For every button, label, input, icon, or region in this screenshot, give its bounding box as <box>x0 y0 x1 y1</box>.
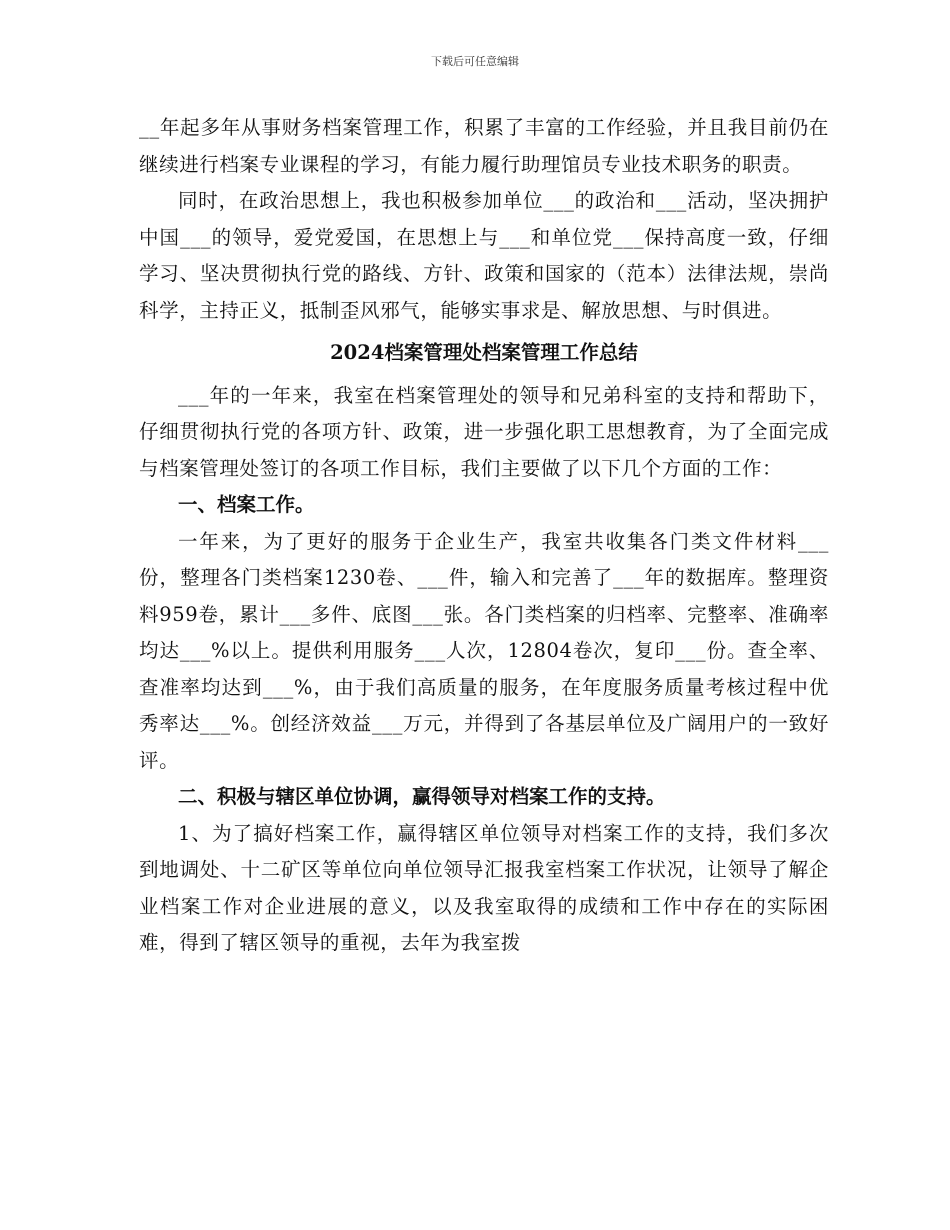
document-title: 2024档案管理处档案管理工作总结 <box>330 341 638 364</box>
section-heading-2: 二、积极与辖区单位协调，赢得领导对档案工作的支持。 <box>178 785 666 808</box>
document-body <box>139 110 829 962</box>
paragraph-1: __年起多年从事财务档案管理工作，积累了丰富的工作经验，并且我目前仍在继续进行档案专业课程的学习，有能力履行助理馆员专业技术职务的职责。 <box>139 116 829 176</box>
paragraph-4: 一年来，为了更好的服务于企业生产，我室共收集各门类文件材料___份，整理各门类档案1230卷、___件，输入和完善了___年的数据库。整理资料959卷，累计___多件、底图___张。各门类档案的归档率、完整率、准确率均达___%以上。提供利用服务___人次，12804卷次，复印___份。查全率、查准率均达到___%，由于我们高质量的服务，在年度服务质量考核过程中优秀率达___%。创经济效益___万元，并得到了各基层单位及广阔用户的一致好评。 <box>139 529 829 772</box>
paragraph-3: ___年的一年来，我室在档案管理处的领导和兄弟科室的支持和帮助下，仔细贯彻执行党的各项方针、政策，进一步强化职工思想教育，为了全面完成与档案管理处签订的各项工作目标，我们主要做了以下几个方面的工作： <box>139 383 829 480</box>
paragraph-2: 同时，在政治思想上，我也积极参加单位___的政治和___活动，坚决拥护中国___的领导，爱党爱国，在思想上与___和单位党___保持高度一致，仔细学习、坚决贯彻执行党的路线、方针、政策和国家的（范本）法律法规，崇尚科学，主持正义，抵制歪风邪气，能够实事求是、解放思想、与时俱进。 <box>139 189 829 322</box>
paragraph-5: 1、为了搞好档案工作，赢得辖区单位领导对档案工作的支持，我们多次到地调处、十二矿区等单位向单位领导汇报我室档案工作状况，让领导了解企业档案工作对企业进展的意义，以及我室取得的成绩和工作中存在的实际困难，得到了辖区领导的重视，去年为我室拨 <box>139 821 829 954</box>
page-header: 下载后可任意编辑 <box>431 55 519 68</box>
section-heading-1: 一、档案工作。 <box>178 493 315 516</box>
